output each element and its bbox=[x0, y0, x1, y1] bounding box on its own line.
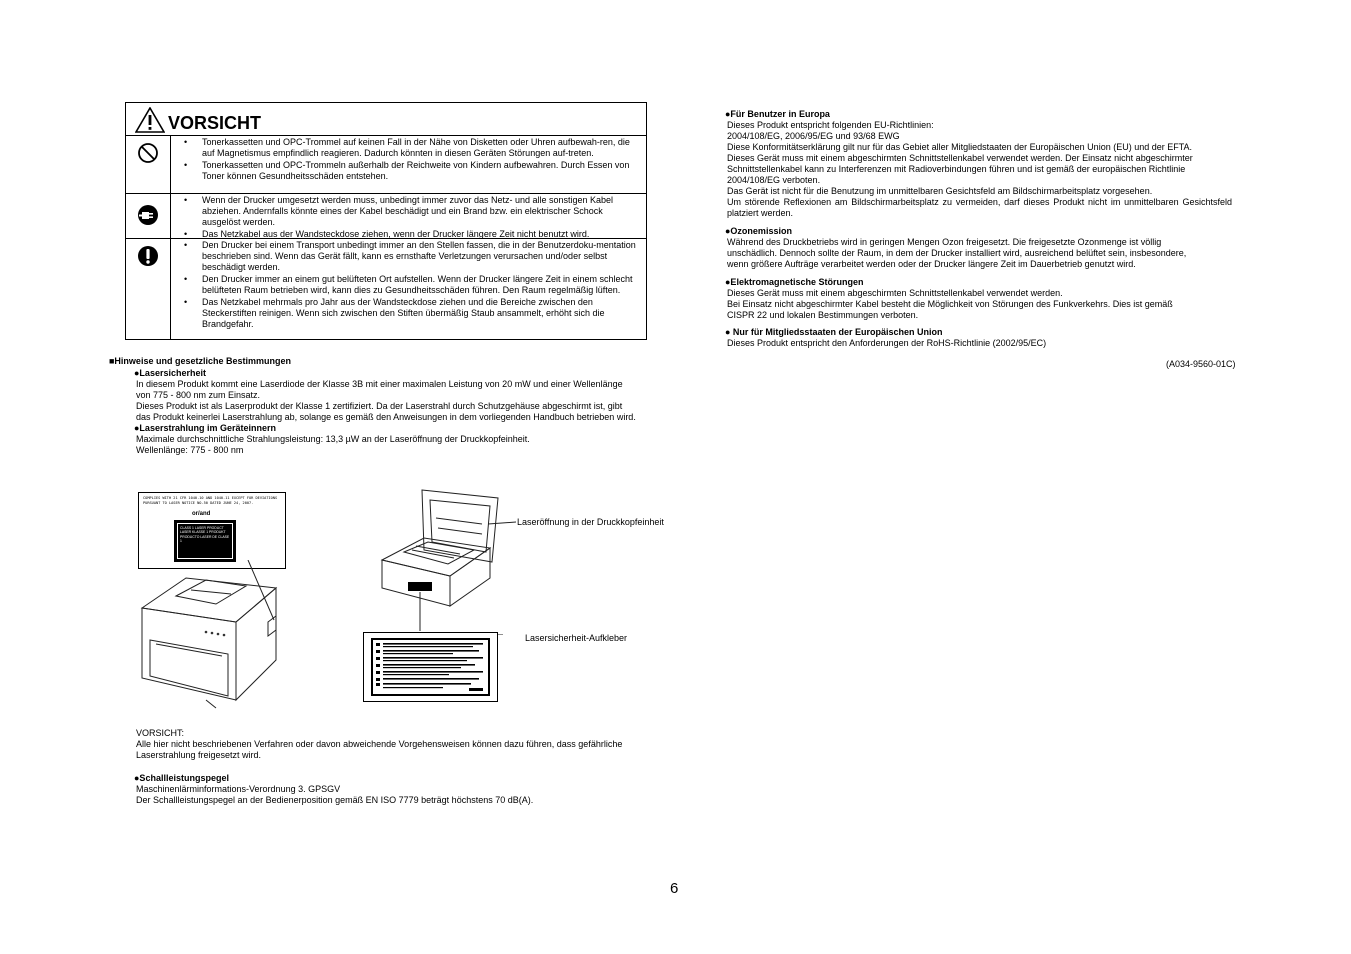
page-number: 6 bbox=[670, 880, 679, 897]
caution-note-heading: VORSICHT: bbox=[136, 728, 185, 738]
caution-item: • Tonerkassetten und OPC-Trommeln außerhalb der Reichweite von Kindern aufbewahren. Durch Essen von Toner können Gesundheitsschäden entstehen. bbox=[184, 160, 639, 182]
text-line: Laserstrahlung freigesetzt wird. bbox=[136, 750, 262, 760]
label-line: CLASS 1 LASER PRODUCT bbox=[180, 526, 224, 530]
printer-open-illustration bbox=[378, 488, 518, 608]
warning-triangle-icon bbox=[135, 107, 165, 133]
unplug-icon bbox=[137, 204, 159, 226]
laser-safety-sticker bbox=[363, 632, 498, 702]
laser-safety-text bbox=[136, 379, 636, 423]
sticker-leader-lines bbox=[363, 605, 503, 635]
text-line: unschädlich. Dennoch sollte der Raum, in dem der Drucker installiert wird, ausreichend belüftet sein, insbesondere, bbox=[727, 248, 1187, 258]
or-and-text: or/and bbox=[192, 511, 211, 517]
emc-title: ●Elektromagnetische Störungen bbox=[725, 277, 864, 287]
sticker-text-lines bbox=[373, 640, 488, 694]
compliance-label bbox=[138, 492, 286, 569]
text-line: Maschinenlärminformations-Verordnung 3. GPSGV bbox=[136, 784, 341, 794]
text-line: 2004/108/EG verboten. bbox=[727, 175, 821, 185]
text-line: Dieses Produkt entspricht folgenden EU-Richtlinien: bbox=[727, 120, 934, 130]
printer-front-illustration bbox=[136, 560, 286, 710]
caution-row-prohibited bbox=[126, 136, 646, 194]
section-title: ■Hinweise und gesetzliche Bestimmungen bbox=[109, 356, 291, 366]
internal-radiation-text bbox=[136, 434, 530, 456]
caution-item: • Den Drucker bei einem Transport unbedingt immer an den Stellen fassen, die in der Benutzerdoku-mentation beschrieben sind. Wenn das Gerät fällt, kann es ernsthafte Verletzungen verursachen und/oder selbst beschädigt werden. bbox=[184, 240, 639, 273]
label-line: PRODUCTO LASER DE CLASE 1 bbox=[180, 534, 230, 544]
laser-sticker-callout: Lasersicherheit-Aufkleber bbox=[525, 633, 628, 643]
text-line: 2004/108/EG, 2006/95/EG und 93/68 EWG bbox=[727, 131, 900, 141]
text-line: wenn größere Aufträge verarbeitet werden oder der Drucker längere Zeit im Dauerbetrieb genutzt wird. bbox=[727, 259, 1136, 269]
europe-text bbox=[727, 120, 1193, 197]
caution-item: • Das Netzkabel mehrmals pro Jahr aus der Wandsteckdose ziehen und die Bereiche zwischen den Steckerstiften reinigen. Wenn sich zwischen den Stiften übermäßig Staub ansammelt, erhöht sich die Brandgefahr. bbox=[184, 297, 639, 330]
text-line: Bei Einsatz nicht abgeschirmter Kabel besteht die Möglichkeit von Störungen des Funkverkehrs. Dies ist gemäß bbox=[727, 299, 1173, 309]
prohibited-icon bbox=[137, 142, 159, 164]
exclamation-icon bbox=[137, 245, 159, 267]
sound-text bbox=[136, 784, 533, 806]
caution-item: • Tonerkassetten und OPC-Trommel auf keinen Fall in der Nähe von Disketten oder Uhren aufbewah-ren, die auf Magnetismus empfindlich reagieren. Dadurch könnten in diesen Geräten Störungen auf-treten. bbox=[184, 137, 639, 159]
europe-justified-text: Um störende Reflexionen am Bildschirmarbeitsplatz zu vermeiden, darf dieses Produkt nicht im unmittelbaren Gesichtsfeld platziert werden. bbox=[727, 197, 1232, 218]
laser-aperture-callout: Laseröffnung in der Druckkopfeinheit bbox=[517, 517, 664, 527]
caution-note bbox=[136, 728, 622, 761]
text-line: Dieses Gerät muss mit einem abgeschirmten Schnittstellenkabel verwendet werden. Der Einsatz nicht abgeschirmter bbox=[727, 153, 1193, 163]
caution-item: • Das Netzkabel aus der Wandsteckdose ziehen, wenn der Drucker längere Zeit nicht benutzt wird. bbox=[184, 229, 639, 240]
label-line: LASER KLASSE 1 PRODUKT bbox=[180, 530, 226, 535]
emc-text bbox=[727, 288, 1173, 321]
caution-box bbox=[125, 102, 647, 340]
caution-header bbox=[126, 103, 646, 136]
text-line: Dieses Produkt entspricht den Anforderungen der RoHS-Richtlinie (2002/95/EC) bbox=[727, 338, 1047, 348]
text-line: Der Schallleistungspegel an der Bedienerposition gemäß EN ISO 7779 beträgt höchstens 70 dB(A). bbox=[136, 795, 534, 805]
text-line: In diesem Produkt kommt eine Laserdiode der Klasse 3B mit einer maximalen Leistung von 20 mW und einer Wellenlänge bbox=[136, 379, 623, 389]
eu-members-text bbox=[727, 338, 1046, 349]
text-line: Schnittstellenkabel kann zu Interferenzen mit Radioverbindungen führen und ist gemäß der europäischen Richtlinie bbox=[727, 164, 1186, 174]
caution-row-unplug bbox=[126, 194, 646, 239]
text-line: Maximale durchschnittliche Strahlungsleistung: 13,3 µW an der Laseröffnung der Druckkopfeinheit. bbox=[136, 434, 530, 444]
ozone-title: ●Ozonemission bbox=[725, 226, 792, 236]
document-code: (A034-9560-01C) bbox=[1166, 359, 1236, 369]
text-line: Das Gerät ist nicht für die Benutzung im unmittelbaren Gesichtsfeld am Bildschirmarbeitsplatz vorgesehen. bbox=[727, 186, 1153, 196]
caution-item: • Wenn der Drucker umgesetzt werden muss, unbedingt immer zuvor das Netz- und alle sonstigen Kabel abziehen. Andernfalls könnte eines der Kabel beschädigt und ein Brand bzw. ein elektrischer Schock ausgelöst werden. bbox=[184, 195, 639, 228]
europe-title: ●Für Benutzer in Europa bbox=[725, 109, 830, 119]
sound-title: ●Schallleistungspegel bbox=[134, 773, 229, 783]
text-line: Alle hier nicht beschriebenen Verfahren oder davon abweichende Vorgehensweisen können dazu führen, dass gefährliche bbox=[136, 739, 623, 749]
text-line: Dieses Produkt ist als Laserprodukt der Klasse 1 zertifiziert. Da der Laserstrahl durch Schutzgehäuse abgeschirmt ist, gibt bbox=[136, 401, 623, 411]
class1-laser-label bbox=[174, 520, 236, 562]
caution-title: VORSICHT bbox=[168, 113, 262, 133]
text-line: Dieses Gerät muss mit einem abgeschirmten Schnittstellenkabel verwendet werden. bbox=[727, 288, 1063, 298]
eu-members-title: ● Nur für Mitgliedsstaaten der Europäischen Union bbox=[725, 327, 943, 337]
laser-safety-title: ●Lasersicherheit bbox=[134, 368, 206, 378]
ozone-text bbox=[727, 237, 1186, 270]
text-line: Wellenlänge: 775 - 800 nm bbox=[136, 445, 244, 455]
text-line: CISPR 22 und lokalen Bestimmungen verboten. bbox=[727, 310, 919, 320]
text-line: Während des Druckbetriebs wird in geringen Mengen Ozon freigesetzt. Die freigesetzte Ozonmenge ist völlig bbox=[727, 237, 1162, 247]
text-line: Diese Konformitätserklärung gilt nur für das Gebiet aller Mitgliedstaaten der Europäischen Union (EU) und der EFTA. bbox=[727, 142, 1193, 152]
internal-radiation-title: ●Laserstrahlung im Geräteinnern bbox=[134, 423, 276, 433]
text-line: das Produkt keinerlei Laserstrahlung ab, solange es gemäß den Anweisungen in dem vorliegenden Handbuch betrieben wird. bbox=[136, 412, 636, 422]
compliance-text: COMPLIES WITH 21 CFR 1040.10 AND 1040.11 EXCEPT FOR DEVIATIONS PURSUANT TO LASER NOTICE NO.50 DATED JUNE 24, 2007. bbox=[143, 496, 278, 505]
caution-row-exclamation bbox=[126, 239, 646, 339]
text-line: von 775 - 800 nm zum Einsatz. bbox=[136, 390, 261, 400]
caution-item: • Den Drucker immer an einem gut belüfteten Ort aufstellen. Wenn der Drucker längere Zeit in einem schlecht belüfteten Raum betrieben wird, kann dies zu Gesundheitsschäden führen. Den Raum regelmäßig lüften. bbox=[184, 274, 639, 296]
